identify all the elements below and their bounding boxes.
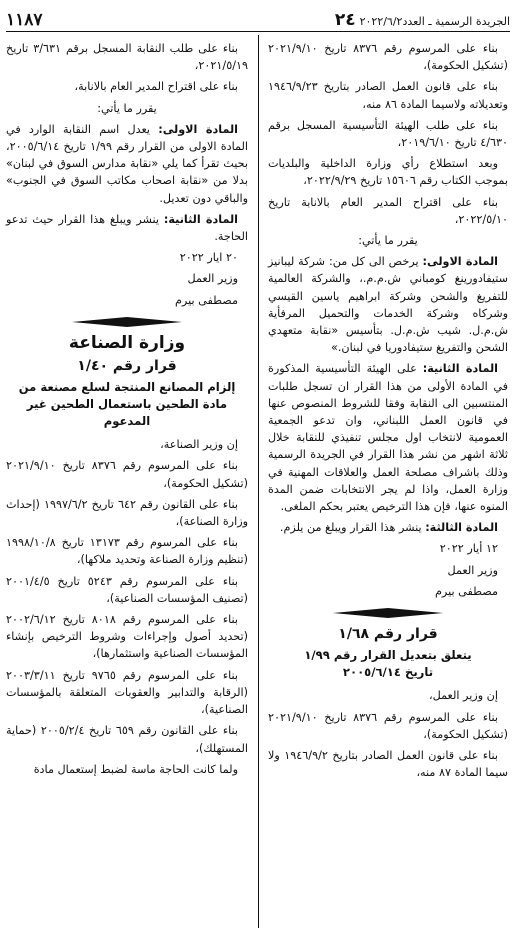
journal-heading (331, 10, 510, 30)
paragraph: وبعد استطلاع رأي وزارة الداخلية والبلديات بموجب الكتاب رقم ١٥٦٠٦ تاريخ ٢٠٢٢/٩/٢٩، (268, 157, 508, 188)
article-2 (268, 360, 508, 515)
paragraph: بناء على القانون رقم ٦٤٢ تاريخ ١٩٩٧/٦/٢ (إحداث وزارة الصناعة)، (6, 497, 248, 529)
article-text: يرخص الى كل من: شركة ليبانيز ستيفادورينغ كومباني ش.م.م.، والشركة العالمية للتفريغ والشحن وشركة ابراهيم ياسين القيسي وشركاه وشركة الخدمات والتحميل المرفأية ش.م.ل. شيب ش.م.ل. بتأسيس «نقابة متعهدي الشحن والتفريغ ستيفادوريا في لبنان.» (268, 255, 508, 355)
article-text: ينشر ويبلغ هذا القرار حيث تدعو الحاجة. (6, 212, 248, 244)
paragraph: بناء على المرسوم رقم ٨٣٧٦ تاريخ ٢٠٢١/٩/١٠ (تشكيل الحكومة)، (6, 459, 248, 490)
signature-title: وزير العمل (187, 272, 238, 286)
article-text: على الهيئة التأسيسية المذكورة في المادة الأولى من هذا القرار ان تسجل طلبات المنتسبين الى النقابة وفقا للشروط المنصوص عنها في قانون العمل اللبناني، وان تدعو الجمعية العمومية لانتخاب اول مجلس تنفيذي للنقابة خلال ثلاثة اشهر من نشر هذا القرار في الجريدة الرسمية وذلك باشراف مصلحة العمل والعلاقات المهنية في وزارة العمل، واذا لم يجر الانتخابات ضمن المدة المنوه عنها، فإن هذا الترخيص يعتبر بحكم الملغى. (268, 362, 508, 514)
signature-title: وزير العمل (447, 563, 498, 577)
issue-number: ٢٤ (334, 10, 356, 30)
page-number: ١١٨٧ (6, 10, 43, 30)
section-ornament (72, 317, 182, 327)
paragraph: بناء على المرسوم رقم ٩٧٦٥ تاريخ ٢٠٠٣/٣/١١ (الرقابة والتدابير والعقوبات المتعلقة بالمؤسسات الصناعية)، (6, 668, 248, 717)
decision-title: قرار رقم ١/٦٨ (338, 626, 438, 643)
article-label: المادة الاولى: (422, 255, 498, 269)
decision-subject: إلزام المصانع المنتجة لسلع مصنعة من مادة الطحين باستعمال الطحين غير المدعوم (18, 380, 236, 429)
paragraph: بناء على المرسوم رقم ٨٣٧٦ تاريخ ٢٠٢١/٩/١٠ (تشكيل الحكومة)، (268, 42, 508, 73)
paragraph: بناء على طلب النقابة المسجل برقم ٣/٦٣١ تاريخ ٢٠٢١/٥/١٩، (6, 42, 248, 73)
paragraph: بناء على طلب الهيئة التأسيسية المسجل برقم ٤/٦٣٠ تاريخ ٢٠١٩/٦/١٠، (268, 118, 508, 150)
journal-name: الجريدة الرسمية ـ العدد (402, 15, 510, 28)
article-3 (268, 519, 508, 536)
paragraph: بناء على المرسوم رقم ٨٣٧٦ تاريخ ٢٠٢١/٩/١٠ (تشكيل الحكومة)، (268, 710, 508, 741)
article-label: المادة الثالثة: (425, 521, 498, 535)
column-divider (258, 35, 259, 928)
paragraph: بناء على قانون العمل الصادر بتاريخ ١٩٤٦/٩/٢ ولا سيما المادة ٨٧ منه، (268, 748, 508, 780)
decision-subject (268, 647, 508, 681)
paragraph: بناء على المرسوم رقم ٨٠١٨ تاريخ ٢٠٠٢/٦/١٢ (تحديد أصول وإجراءات وشروط الترخيص بإنشاء المؤسسات الصناعية واستثمارها)، (6, 613, 248, 661)
article-1 (6, 121, 248, 207)
right-column (268, 40, 508, 785)
decides-heading: يقرر ما يأتي: (358, 234, 418, 248)
decides-heading: يقرر ما يأتي: (97, 101, 157, 115)
decision-subject-line: يتعلق بتعديل القرار رقم ١/٩٩ (304, 648, 472, 663)
ministry-heading: وزارة الصناعة (68, 332, 186, 353)
article-2 (6, 211, 248, 245)
decision-title: قرار رقم ١/٤٠ (77, 358, 177, 375)
signature-date: ١٢ أيار ٢٠٢٢ (439, 542, 498, 556)
paragraph: بناء على المرسوم رقم ١٣١٧٣ تاريخ ١٩٩٨/١٠/٨ (تنظيم وزارة الصناعة وتحديد ملاكها)، (6, 536, 248, 567)
article-label: المادة الثانية: (163, 212, 238, 226)
issue-date: ٢٠٢٢/٦/٢ (359, 15, 403, 28)
paragraph: إن وزير العمل، (429, 689, 498, 703)
article-label: المادة الثانية: (422, 362, 498, 376)
article-text: يعدل اسم النقابة الوارد في المادة الاولى من القرار رقم ١/٩٩ تاريخ ٢٠٠٥/٦/١٤، بحيث تقرأ كما يلي «نقابة مدارس السوق في لبنان» بدلا من «نقابة اصحاب مكاتب السوق في الجنوب» والباقي دون تعديل. (6, 122, 248, 205)
left-column (6, 40, 248, 782)
section-ornament (333, 608, 443, 618)
paragraph: بناء على اقتراح المدير العام بالانابة تاريخ ٢٠٢٢/٥/١٠، (268, 195, 508, 226)
paragraph: بناء على المرسوم رقم ٥٢٤٣ تاريخ ٢٠٠١/٤/٥ (تصنيف المؤسسات الصناعية)، (6, 574, 248, 605)
signature-name: مصطفى بيرم (434, 584, 498, 598)
signature-name: مصطفى بيرم (174, 293, 238, 307)
article-1 (268, 253, 508, 356)
paragraph: ولما كانت الحاجة ماسة لضبط إستعمال مادة (33, 762, 238, 776)
paragraph: بناء على اقتراح المدير العام بالانابة، (74, 80, 238, 94)
page-header (6, 4, 510, 30)
decision-subject-line: تاريخ ٢٠٠٥/٦/١٤ (342, 665, 434, 680)
signature-date: ٢٠ ايار ٢٠٢٢ (179, 251, 238, 265)
paragraph: بناء على قانون العمل الصادر بتاريخ ١٩٤٦/٩/٢٣ وتعديلاته ولاسيما المادة ٨٦ منه، (268, 80, 508, 111)
header-rule (6, 31, 510, 32)
article-label: المادة الاولى: (158, 122, 238, 136)
article-text: ينشر هذا القرار ويبلغ من يلزم. (279, 521, 422, 535)
paragraph: إن وزير الصناعة، (160, 438, 238, 452)
paragraph: بناء على القانون رقم ٦٥٩ تاريخ ٢٠٠٥/٢/٤ (حماية المستهلك)، (6, 724, 248, 755)
